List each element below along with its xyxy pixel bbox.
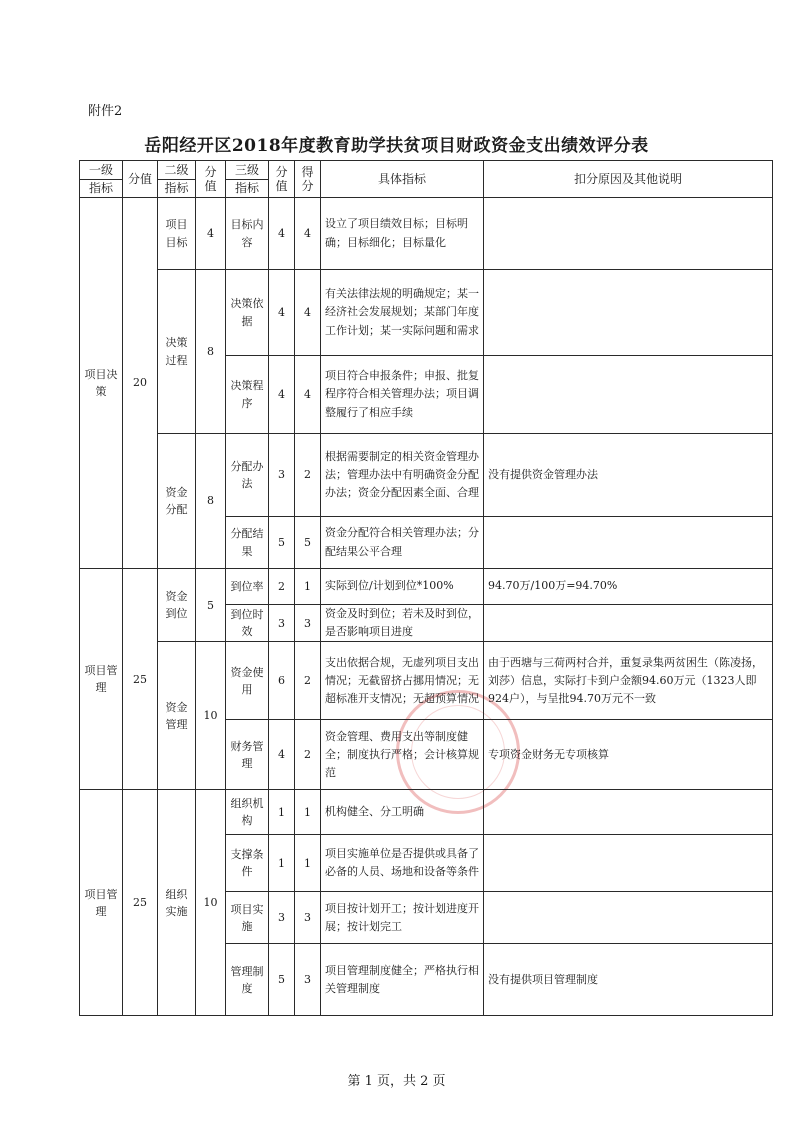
attachment-label: 附件2 (88, 104, 123, 119)
score-cell: 3 (295, 892, 321, 944)
specific-indicator: 资金管理、费用支出等制度健全；制度执行严格；会计核算规范 (321, 720, 484, 790)
header-remarks: 扣分原因及其他说明 (484, 161, 773, 198)
header-row-1 (80, 161, 773, 180)
level3-indicator: 到位时效 (226, 605, 269, 642)
table-row (80, 790, 773, 835)
level2-indicator: 决策过程 (158, 270, 196, 434)
level1-indicator: 项目决策 (80, 198, 123, 569)
table-row (80, 434, 773, 517)
level2-value: 10 (196, 790, 226, 1016)
header-level2: 二级 (158, 161, 196, 180)
score-cell: 3 (295, 944, 321, 1016)
header-level2-indicator: 指标 (158, 180, 196, 198)
level3-value: 3 (269, 605, 295, 642)
level3-indicator: 资金使用 (226, 642, 269, 720)
table-row (80, 270, 773, 356)
score-cell: 1 (295, 790, 321, 835)
remark-cell (484, 835, 773, 892)
header-level3-value: 分值 (269, 161, 295, 198)
level3-value: 1 (269, 835, 295, 892)
header-score: 得分 (295, 161, 321, 198)
specific-indicator: 支出依据合规，无虚列项目支出情况；无截留挤占挪用情况；无超标准开支情况；无超预算情况 (321, 642, 484, 720)
level2-value: 5 (196, 569, 226, 642)
score-cell: 1 (295, 569, 321, 605)
header-level2-value: 分值 (196, 161, 226, 198)
level1-value: 20 (123, 198, 158, 569)
header-level1: 一级 (80, 161, 123, 180)
specific-indicator: 机构健全、分工明确 (321, 790, 484, 835)
table-row (80, 569, 773, 605)
level3-indicator: 管理制度 (226, 944, 269, 1016)
level3-value: 4 (269, 198, 295, 270)
page-title: 岳阳经开区2018年度教育助学扶贫项目财政资金支出绩效评分表 (144, 136, 649, 156)
score-cell: 1 (295, 835, 321, 892)
specific-indicator: 资金及时到位；若未及时到位，是否影响项目进度 (321, 605, 484, 642)
level3-value: 4 (269, 720, 295, 790)
level3-value: 4 (269, 356, 295, 434)
specific-indicator: 设立了项目绩效目标；目标明确；目标细化；目标量化 (321, 198, 484, 270)
remark-cell (484, 198, 773, 270)
remark-cell (484, 517, 773, 569)
level2-indicator: 资金分配 (158, 434, 196, 569)
level1-indicator: 项目管理 (80, 790, 123, 1016)
remark-cell: 没有提供项目管理制度 (484, 944, 773, 1016)
level3-indicator: 目标内容 (226, 198, 269, 270)
level1-indicator: 项目管理 (80, 569, 123, 790)
score-cell: 2 (295, 720, 321, 790)
level1-value: 25 (123, 569, 158, 790)
level3-value: 2 (269, 569, 295, 605)
level3-value: 5 (269, 944, 295, 1016)
specific-indicator: 项目按计划开工；按计划进度开展；按计划完工 (321, 892, 484, 944)
score-cell: 4 (295, 198, 321, 270)
specific-indicator: 有关法律法规的明确规定；某一经济社会发展规划；某部门年度工作计划；某一实际问题和需求 (321, 270, 484, 356)
level3-value: 3 (269, 434, 295, 517)
level1-value: 25 (123, 790, 158, 1016)
page-footer: 第 1 页，共 2 页 (347, 1074, 446, 1089)
level3-indicator: 分配结果 (226, 517, 269, 569)
remark-cell (484, 892, 773, 944)
specific-indicator: 实际到位/计划到位*100% (321, 569, 484, 605)
level2-value: 10 (196, 642, 226, 790)
remark-cell (484, 605, 773, 642)
score-cell: 2 (295, 642, 321, 720)
level3-indicator: 组织机构 (226, 790, 269, 835)
level3-indicator: 支撑条件 (226, 835, 269, 892)
level2-indicator: 项目目标 (158, 198, 196, 270)
level2-indicator: 资金管理 (158, 642, 196, 790)
specific-indicator: 资金分配符合相关管理办法；分配结果公平合理 (321, 517, 484, 569)
specific-indicator: 项目符合申报条件；申报、批复程序符合相关管理办法；项目调整履行了相应手续 (321, 356, 484, 434)
specific-indicator: 项目实施单位是否提供或具备了必备的人员、场地和设备等条件 (321, 835, 484, 892)
table-row (80, 642, 773, 720)
remark-cell: 由于西塘与三荷两村合并，重复录集两贫困生（陈凌扬，刘莎）信息，实际打卡到户金额94.60万元（1323人即924户），与呈批94.70万元不一致 (484, 642, 773, 720)
level3-value: 3 (269, 892, 295, 944)
level3-indicator: 决策程序 (226, 356, 269, 434)
score-cell: 2 (295, 434, 321, 517)
specific-indicator: 项目管理制度健全；严格执行相关管理制度 (321, 944, 484, 1016)
specific-indicator: 根据需要制定的相关资金管理办法；管理办法中有明确资金分配办法；资金分配因素全面、合理 (321, 434, 484, 517)
level3-indicator: 分配办法 (226, 434, 269, 517)
header-level1-value: 分值 (123, 161, 158, 198)
header-specific: 具体指标 (321, 161, 484, 198)
score-cell: 3 (295, 605, 321, 642)
level2-value: 4 (196, 198, 226, 270)
level3-indicator: 到位率 (226, 569, 269, 605)
remark-cell: 94.70万/100万=94.70% (484, 569, 773, 605)
level3-indicator: 决策依据 (226, 270, 269, 356)
header-level3-indicator: 指标 (226, 180, 269, 198)
level2-value: 8 (196, 270, 226, 434)
level3-value: 5 (269, 517, 295, 569)
remark-cell (484, 270, 773, 356)
level2-value: 8 (196, 434, 226, 569)
level2-indicator: 组织实施 (158, 790, 196, 1016)
level2-indicator: 资金到位 (158, 569, 196, 642)
table-row (80, 198, 773, 270)
level3-value: 1 (269, 790, 295, 835)
level3-indicator: 项目实施 (226, 892, 269, 944)
header-level1-indicator: 指标 (80, 180, 123, 198)
remark-cell: 专项资金财务无专项核算 (484, 720, 773, 790)
header-level3: 三级 (226, 161, 269, 180)
score-cell: 5 (295, 517, 321, 569)
score-cell: 4 (295, 270, 321, 356)
score-cell: 4 (295, 356, 321, 434)
remark-cell (484, 790, 773, 835)
level3-indicator: 财务管理 (226, 720, 269, 790)
level3-value: 4 (269, 270, 295, 356)
level3-value: 6 (269, 642, 295, 720)
remark-cell: 没有提供资金管理办法 (484, 434, 773, 517)
score-table (79, 160, 773, 1016)
remark-cell (484, 356, 773, 434)
